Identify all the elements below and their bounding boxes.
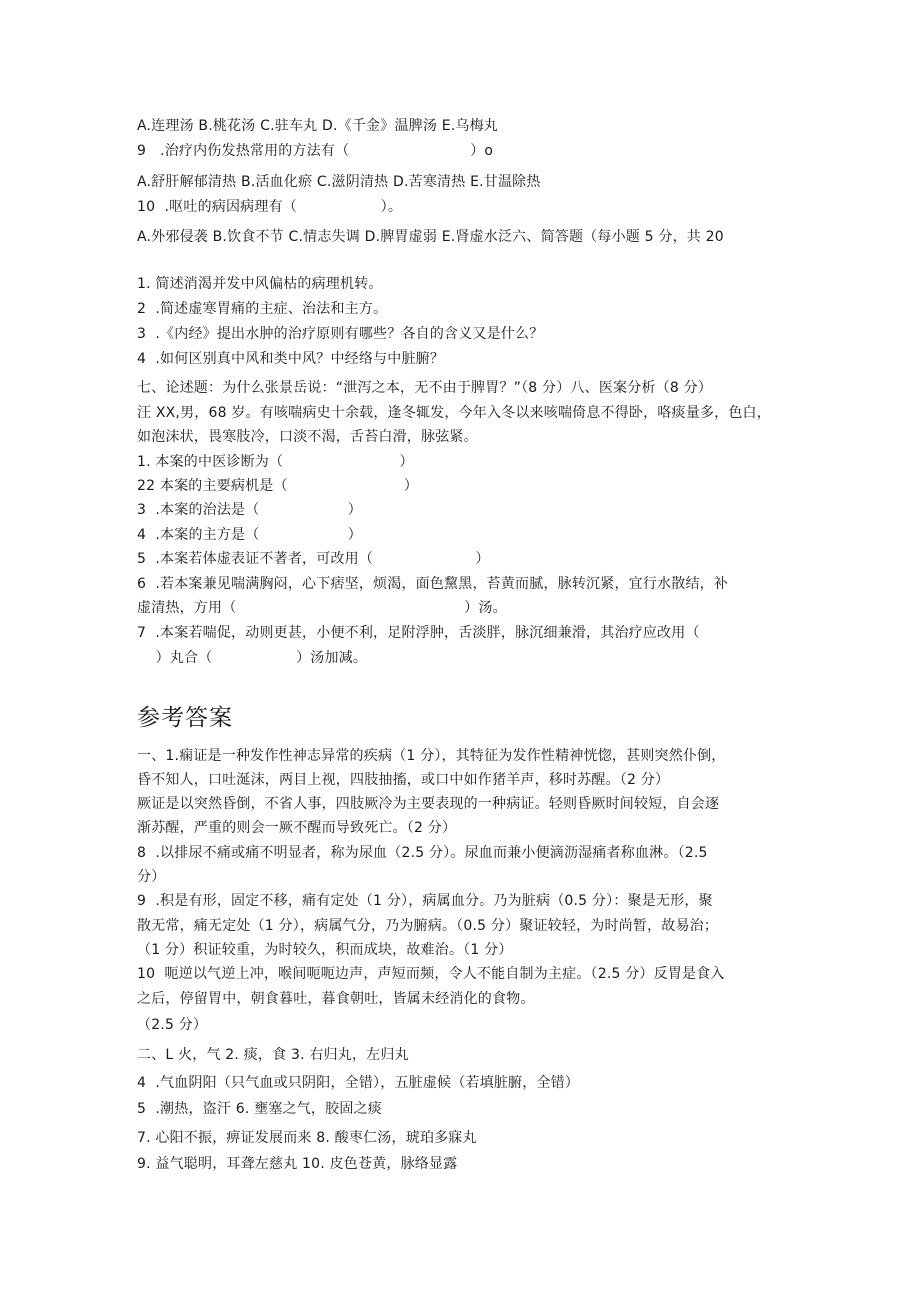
- answer-line: 渐苏醒，严重的则会一厥不醒而导致死亡。（2 分）: [137, 820, 457, 836]
- case-description: 汪 XX,男，68 岁。有咳喘病史十余载，逢冬辄发，今年入冬以来咳喘倚息不得卧，咯痰量多，色白，如泡沫状，畏寒肢冷，口淡不渴，舌苔白滑，脉弦紧。: [137, 405, 771, 445]
- short-answer-4: 4 .如何区别真中风和类中风？中经络与中脏腑？: [137, 351, 445, 367]
- answers-heading: 参考答案: [137, 705, 233, 731]
- case-question-3: 3 .本案的治法是（ ）: [137, 502, 363, 518]
- answer-line: 8 .以排尿不痛或痛不明显者，称为尿血（2.5 分）。尿血而兼小便滴沥湿痛者称血淋。（2.5: [137, 845, 708, 861]
- answer-line: 9 .积是有形，固定不移，痛有定处（1 分），病属血分。乃为脏病（0.5 分）：聚是无形，聚: [137, 893, 713, 909]
- essay-question: 七、论述题：为什么张景岳说：“泄泻之本，无不由于脾胃？”（8 分）八、医案分析（8 分）: [137, 380, 713, 396]
- short-answer-2: 2 .简述虚寒胃痛的主症、治法和主方。: [137, 301, 388, 317]
- case-question-2: 22 本案的主要病机是（ ）: [137, 478, 419, 494]
- case-question-4: 4 .本案的主方是（ ）: [137, 527, 363, 543]
- answer-line: 厥证是以突然昏倒，不省人事，四肢厥冷为主要表现的一种病证。轻则昏厥时间较短，自会逐: [137, 796, 720, 812]
- answer-line: 分）: [137, 869, 166, 885]
- case-question-7-cont: ）丸合（ ）汤加减。: [137, 650, 368, 666]
- answer-line: 昏不知人，口吐涎沫，两目上视，四肢抽搐，或口中如作猪羊声，移时苏醒。（2 分）: [137, 772, 670, 788]
- answer-line: 9. 益气聪明，耳聋左慈丸 10. 皮色苍黄，脉络显露: [137, 1156, 458, 1172]
- answer-line: 5 .潮热，盗汗 6. 壅塞之气，胶固之痰: [137, 1101, 382, 1117]
- q8-options: A.连理汤 B.桃花汤 C.驻车丸 D.《千金》温脾汤 E.乌梅丸: [137, 118, 498, 134]
- answer-line: 二、L 火，气 2. 痰，食 3. 右归丸，左归丸: [137, 1047, 409, 1063]
- answer-line: 4 .气血阴阳（只气血或只阴阳，全错），五脏虚候（若填脏腑，全错）: [137, 1075, 580, 1091]
- answer-line: 一、1.痫证是一种发作性神志异常的疾病（1 分），其特征为发作性精神恍惚，甚则突然仆倒，: [137, 748, 726, 764]
- q10-options: A.外邪侵袭 B.饮食不节 C.情志失调 D.脾胃虚弱 E.肾虚水泛六、简答题（每小题 5 分，共 20: [137, 229, 724, 245]
- case-question-7: 7 .本案若喘促，动则更甚，小便不利，足附浮肿，舌淡胖，脉沉细兼滑，其治疗应改用（: [137, 625, 700, 641]
- answer-line: 10 呃逆以气逆上冲，喉间呃呃边声，声短而频，令人不能自制为主症。（2.5 分）反胃是食入: [137, 966, 725, 982]
- case-question-6-cont: 虚清热，方用（ ）汤。: [137, 600, 507, 616]
- answer-line: 散无常，痛无定处（1 分），病属气分，乃为腑病。（0.5 分）聚证较轻，为时尚暂，故易治；: [137, 918, 719, 934]
- q9-stem: 9 .治疗内伤发热常用的方法有（ ）o: [137, 143, 494, 159]
- answer-line: 7. 心阳不振，痹证发展而来 8. 酸枣仁汤，琥珀多寐丸: [137, 1130, 477, 1146]
- q9-options: A.舒肝解郁清热 B.活血化瘀 C.滋阴清热 D.苦寒清热 E.甘温除热: [137, 174, 541, 190]
- short-answer-1: 1. 简述消渴并发中风偏枯的病理机转。: [137, 276, 383, 292]
- answer-line: （2.5 分）: [137, 1017, 208, 1033]
- answer-line: 之后，停留胃中，朝食暮吐，暮食朝吐，皆属未经消化的食物。: [137, 991, 535, 1007]
- case-question-5: 5 .本案若体虚表证不著者，可改用（ ）: [137, 551, 490, 567]
- q10-stem: 10 .呕吐的病因病理有（ ）。: [137, 199, 403, 215]
- case-question-1: 1. 本案的中医诊断为（ ）: [137, 454, 414, 470]
- answer-line: （1 分）积证较重，为时较久，积而成块，故难治。（1 分）: [137, 942, 513, 958]
- short-answer-3: 3 .《内经》提出水肿的治疗原则有哪些？各自的含义又是什么？: [137, 326, 544, 342]
- case-question-6: 6 .若本案兼见喘满胸闷，心下痞坚，烦渴，面色黧黑，苔黄而腻，脉转沉紧，宜行水散结，补: [137, 576, 729, 592]
